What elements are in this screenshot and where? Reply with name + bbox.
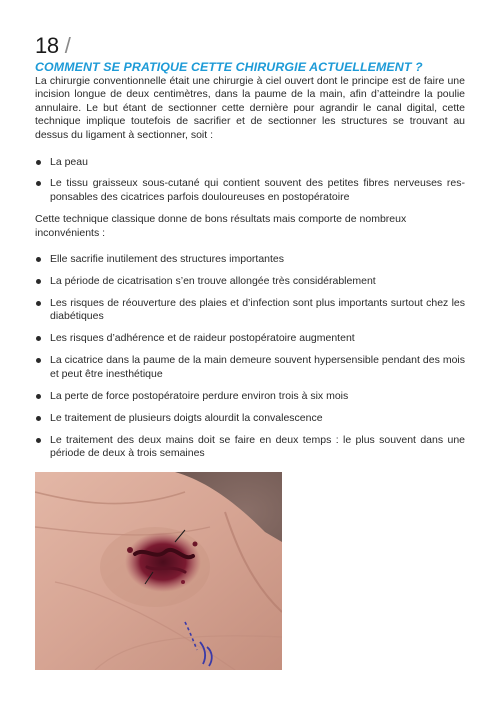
list-item (35, 253, 465, 266)
list-item-text: Les risques d’adhérence et de raideur postopératoire augmentent (50, 332, 355, 345)
list-item-text: La cicatrice dans la paume de la main demeure souvent hypersensible pendant des mois et peut être inesthétique (50, 354, 465, 380)
structures-list (35, 156, 465, 204)
page-number-separator: / (64, 33, 71, 58)
bullet-icon (36, 181, 41, 186)
bullet-icon (36, 438, 41, 443)
bullet-icon (36, 279, 41, 284)
list-item (35, 412, 465, 425)
page-content (35, 34, 465, 469)
bullet-icon (36, 160, 41, 165)
surgical-wound-photo (35, 472, 282, 670)
bullet-icon (36, 416, 41, 421)
list-item (35, 297, 465, 324)
list-item (35, 390, 465, 403)
bullet-icon (36, 358, 41, 363)
list-item (35, 332, 465, 345)
list-item-text: Le tissu graisseux sous-cutané qui contient souvent des petites fibres nerveuses responsables des cicatrices parfois douloureuses en postopératoire (50, 177, 465, 203)
list-item-text: Le traitement de plusieurs doigts alourdit la convalescence (50, 411, 323, 424)
list-item (35, 354, 465, 381)
drawbacks-list (35, 253, 465, 461)
palm-illustration (35, 472, 282, 670)
list-item-text: La peau (50, 156, 88, 169)
list-item (35, 275, 465, 288)
list-item-text: La perte de force postopératoire perdure environ trois à six mois (50, 389, 349, 402)
section-heading: COMMENT SE PRATIQUE CETTE CHIRURGIE ACTUELLEMENT ? (35, 60, 423, 74)
page-number (35, 34, 465, 58)
bullet-icon (36, 257, 41, 262)
list-item (35, 156, 465, 169)
transition-paragraph: Cette technique classique donne de bons résultats mais comporte de nombreux inconvénients : (35, 213, 407, 239)
list-item (35, 434, 465, 461)
intro-paragraph: La chirurgie conventionnelle était une chirurgie à ciel ouvert dont le principe est de faire une incision longue de deux centimètres, dans la paume de la main, afin d’atteindre la poulie annulaire. Le but étant de sectionner cette dernière pour agrandir le canal digital, cette technique implique toutefois de sacrifier et de sectionner les structures se trouvant au dessus du ligament à sectionner, soit : (35, 75, 465, 141)
bullet-icon (36, 336, 41, 341)
list-item-text: Les risques de réouverture des plaies et d’infection sont plus importants surtout chez les diabétiques (50, 297, 465, 323)
page-number-value: 18 (35, 33, 59, 58)
list-item (35, 177, 465, 204)
bullet-icon (36, 394, 41, 399)
list-item-text: La période de cicatrisation s’en trouve allongée très considérablement (50, 275, 376, 288)
list-item-text: Le traitement des deux mains doit se faire en deux temps : le plus souvent dans une période de deux à trois semaines (50, 433, 465, 460)
list-item-text: Elle sacrifie inutilement des structures importantes (50, 253, 285, 266)
bullet-icon (36, 301, 41, 306)
